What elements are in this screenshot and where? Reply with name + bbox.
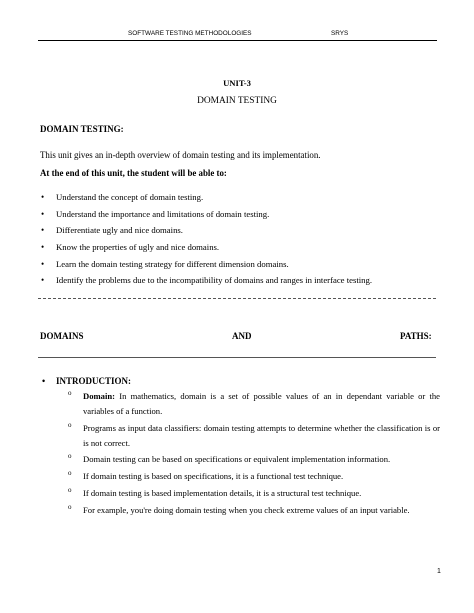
section-heading: DOMAIN TESTING:: [40, 124, 124, 134]
section-divider-solid: [38, 357, 436, 358]
page-title: DOMAIN TESTING: [197, 96, 277, 106]
introduction-label: INTRODUCTION:: [56, 376, 132, 386]
objective-text: Understand the importance and limitations of domain testing.: [56, 208, 270, 219]
list-item: [40, 242, 372, 259]
section-divider-dashed: [38, 298, 436, 299]
objective-text: Differentiate ugly and nice domains.: [56, 225, 183, 236]
bullet-icon: •: [41, 208, 45, 219]
list-item: [40, 225, 372, 242]
intro-item-text: If domain testing is based implementation details, it is a structural test technique.: [83, 488, 362, 498]
bullet-icon: •: [41, 192, 45, 202]
list-item: [40, 192, 372, 209]
header-author: SRYS: [331, 30, 349, 37]
objective-text: Identify the problems due to the incompatibility of domains and ranges in interface testing.: [56, 275, 373, 286]
bullet-icon: •: [41, 225, 45, 236]
intro-paragraph: This unit gives an in-depth overview of domain testing and its implementation.: [40, 150, 321, 160]
intro-item-text: If domain testing is based on specifications, it is a functional test technique.: [83, 471, 344, 481]
list-item: [40, 209, 372, 226]
bullet-icon: •: [41, 258, 45, 269]
circle-bullet-icon: o: [68, 503, 72, 511]
bullet-icon: •: [41, 275, 45, 286]
paths-heading-word-2: AND: [232, 331, 252, 341]
intro-item-text: For example, you're doing domain testing when you check extreme values of an input variable.: [83, 505, 410, 515]
running-header: [0, 30, 474, 40]
intro-item-text: Programs as input data classifiers: domain testing attempts to determine whether the classification is or is not correct.: [83, 423, 440, 448]
objective-text: Know the properties of ugly and nice domains.: [56, 242, 220, 253]
intro-item-text: [83, 389, 440, 418]
unit-label: UNIT-3: [223, 78, 251, 88]
list-item: [40, 259, 372, 276]
paths-heading-word-1: DOMAINS: [40, 331, 84, 341]
page-number: 1: [437, 568, 441, 575]
header-course-title: SOFTWARE TESTING METHODOLOGIES: [128, 30, 252, 37]
objective-text: Understand the concept of domain testing.: [56, 192, 204, 202]
list-item: [40, 275, 372, 292]
header-divider: [38, 40, 437, 41]
bullet-icon: •: [41, 242, 45, 253]
circle-bullet-icon: o: [68, 421, 72, 429]
circle-bullet-icon: o: [68, 486, 72, 494]
objective-text: Learn the domain testing strategy for different dimension domains.: [56, 258, 289, 269]
objectives-list: [40, 192, 372, 292]
paths-heading-word-3: PATHS:: [400, 331, 432, 341]
circle-bullet-icon: o: [68, 452, 72, 460]
term-definition: In mathematics, domain is a set of possible values of an in dependant variable or the variables of a function.: [83, 391, 440, 416]
circle-bullet-icon: o: [68, 389, 72, 397]
intro-item-text: Domain testing can be based on specifications or equivalent implementation information.: [83, 454, 391, 464]
circle-bullet-icon: o: [68, 469, 72, 477]
bullet-icon: •: [42, 376, 46, 386]
term-label: Domain:: [83, 391, 115, 401]
objectives-heading: At the end of this unit, the student will be able to:: [40, 168, 227, 178]
